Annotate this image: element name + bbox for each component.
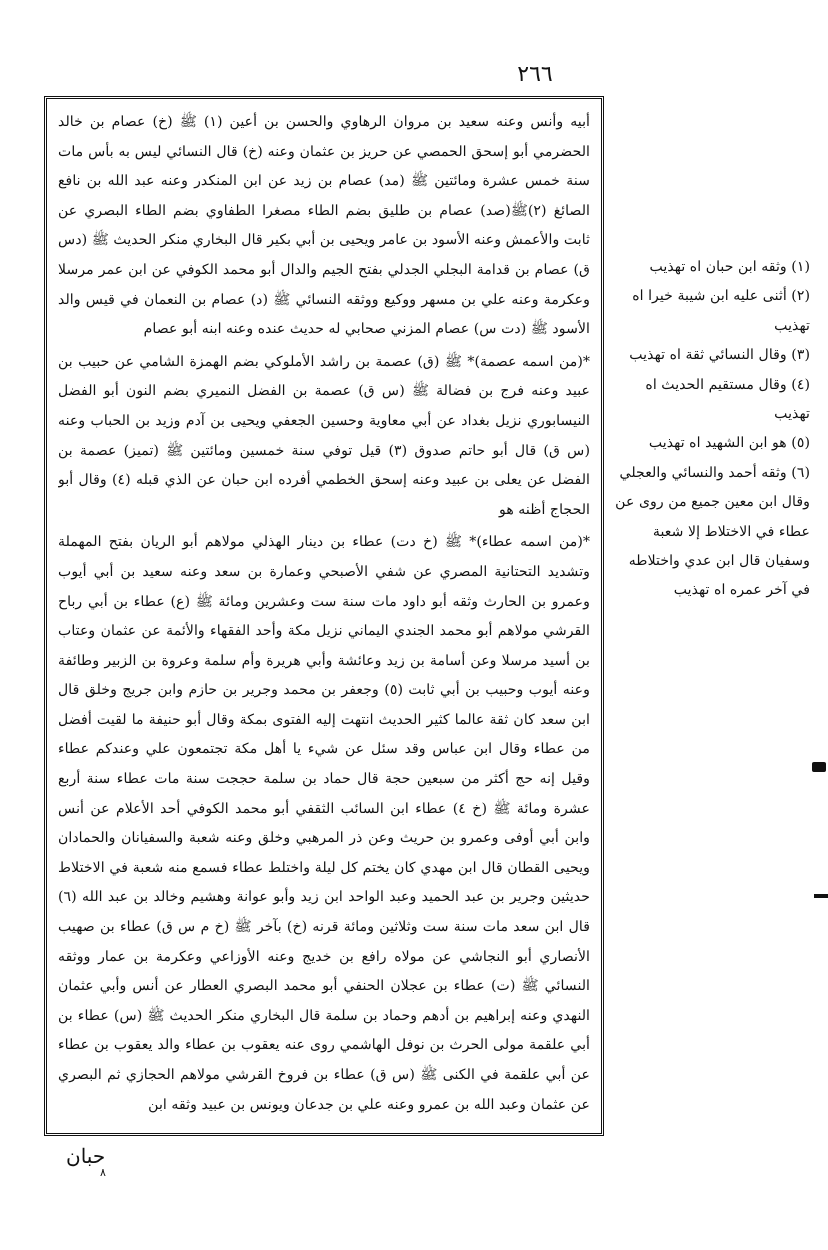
- footnote-2: (٢) أثنى عليه ابن شيبة خيرا اه تهذيب: [632, 288, 810, 334]
- footnote-4: (٤) وقال مستقيم الحديث اه تهذيب: [645, 376, 810, 423]
- paragraph-ata: *(من اسمه عطاء)* ﷺ (خ دت) عطاء بن دينار الهذلي مولاهم أبو الريان بفتح المهملة وتشديد التحتانية المصري عن شفي الأصبحي وعمارة بن سعد وعنه سعيد بن أبي أيوب وعمرو بن الحارث وثقه أبو داود مات سنة ست وعشرين ومائة ﷺ (ع) عطاء بن أبي رباح القرشي مولاهم أبو محمد الجندي اليماني نزيل مكة وأحد الفقهاء والأئمة عن عثمان وعتاب بن أسيد مرسلا وعن أسامة بن زيد وعائشة وأبي هريرة وأم سلمة وعروة بن الزبير وطائفة وعنه أيوب وحبيب بن أبي ثابت (٥) وجعفر بن محمد وجرير بن حازم وابن جريج وخلق قال ابن سعد كان ثقة عالما كثير الحديث انتهت إليه الفتوى بمكة وقال أبو حنيفة ما لقيت أفضل من عطاء وقال ابن عباس وقد سئل عن شيء يا أهل مكة تجتمعون علي وعندكم عطاء وقيل إنه حج أكثر من سبعين حجة قال حماد بن سلمة حججت سنة مات عطاء سنة أربع عشرة ومائة ﷺ (خ ٤) عطاء ابن السائب الثقفي أبو محمد الكوفي أحد الأعلام عن أنس وابن أبي أوفى وعمرو بن حريث وعن ذر المرهبي وخلق وعنه شعبة والسفيانان والحمادان ويحيى القطان قال ابن مهدي كان يختم كل ليلة واختلط عطاء فسمع منه شعبة في الاختلاط حديثين وجرير بن عبد الحميد وعبد الواحد ابن زيد وأبو عوانة وهشيم وخالد بن عبد الله (٦) قال ابن سعد مات سنة ست وثلاثين ومائة قرنه (خ) بآخر ﷺ (خ م س ق) عطاء بن صهيب الأنصاري أبو النجاشي عن مولاه رافع بن خديج وعنه الأوزاعي وعكرمة بن عمار ووثقه النسائي ﷺ (ت) عطاء بن عجلان الحنفي أبو محمد البصري العطار عن أنس وأبي عثمان النهدي وعنه إبراهيم بن أدهم وحماد بن سلمة قال البخاري منكر الحديث ﷺ (س) عطاء بن أبي علقمة مولى الحرث بن نوفل الهاشمي روى عنه يعقوب بن عطاء والد يعقوب بن عطاء عن أبي علقمة في الكنى ﷺ (س ق) عطاء بن فروخ القرشي مولاهم الحجازي ثم البصري عن عثمان وعبد الله بن عمرو وعنه علي بن جدعان ويونس بن عبيد وثقه ابن: [58, 534, 590, 1113]
- catchword: حبان: [66, 1144, 106, 1168]
- footnote-6: (٦) وثقه أحمد والنسائي والعجلي وقال ابن معين جميع من روى عن عطاء في الاختلاط إلا شعبة وسفيان قال ابن عدي واختلاطه في آخر عمره اه تهذيب: [615, 464, 810, 599]
- footnote-5: (٥) هو ابن الشهيد اه تهذيب: [648, 435, 810, 452]
- footnote-3: (٣) وقال النسائي ثقة اه تهذيب: [629, 347, 810, 364]
- catchword-mark: ٨: [100, 1166, 106, 1179]
- margin-footnotes: [614, 253, 810, 606]
- footnote-1: (١) وثقه ابن حبان اه تهذيب: [649, 259, 810, 275]
- paragraph-isam: أبيه وأنس وعنه سعيد بن مروان الرهاوي والحسن بن أعين (١) ﷺ (خ) عصام بن خالد الحضرمي أبو إسحق الحمصي عن حريز بن عثمان وعنه (خ) قال النسائي ليس به بأس مات سنة خمس عشرة ومائتين ﷺ (مد) عصام بن زيد عن ابن المنكدر وعنه عبد الله بن نافع الصائغ (٢)ﷺ(صد) عصام بن طليق بضم الطاء مصغرا الطفاوي بضم الطاء البصري عن ثابت والأعمش وعنه الأسود بن عامر ويحيى بن أبي بكير قال البخاري منكر الحديث ﷺ (دس ق) عصام بن قدامة البجلي الجدلي بفتح الجيم والدال أبو محمد الكوفي عن ابن عمر مرسلا وعكرمة وعنه علي بن مسهر ووكيع ووثقه النسائي ﷺ (د) عصام بن النعمان في قيس والد الأسود ﷺ (دت س) عصام المزني صحابي له حديث عنده وعنه ابنه أبو عصام: [58, 114, 590, 338]
- margin-edge-mark: [814, 894, 828, 898]
- margin-bullet-mark: [812, 762, 826, 772]
- page-number: ٢٦٦: [517, 62, 553, 87]
- paragraph-ismah: *(من اسمه عصمة)* ﷺ (ق) عصمة بن راشد الأملوكي بضم الهمزة الشامي عن حبيب بن عبيد وعنه فرج بن فضالة ﷺ (س ق) عصمة بن الفضل النميري بضم النون أبو الفضل النيسابوري نزيل بغداد عن أبي معاوية وحسين الجعفي ويحيى بن آدم وزيد بن الحباب وعنه (س ق) قال أبو حاتم صدوق (٣) قيل توفي سنة خمسين ومائتين ﷺ (تميز) عصمة بن الفضل عن يعلى بن عبيد وعنه إسحق الخطمي أفرده ابن حبان عن الذي قبله (٤) وقال أبو الحجاج أظنه هو: [58, 353, 590, 518]
- main-text-block: [58, 108, 590, 1126]
